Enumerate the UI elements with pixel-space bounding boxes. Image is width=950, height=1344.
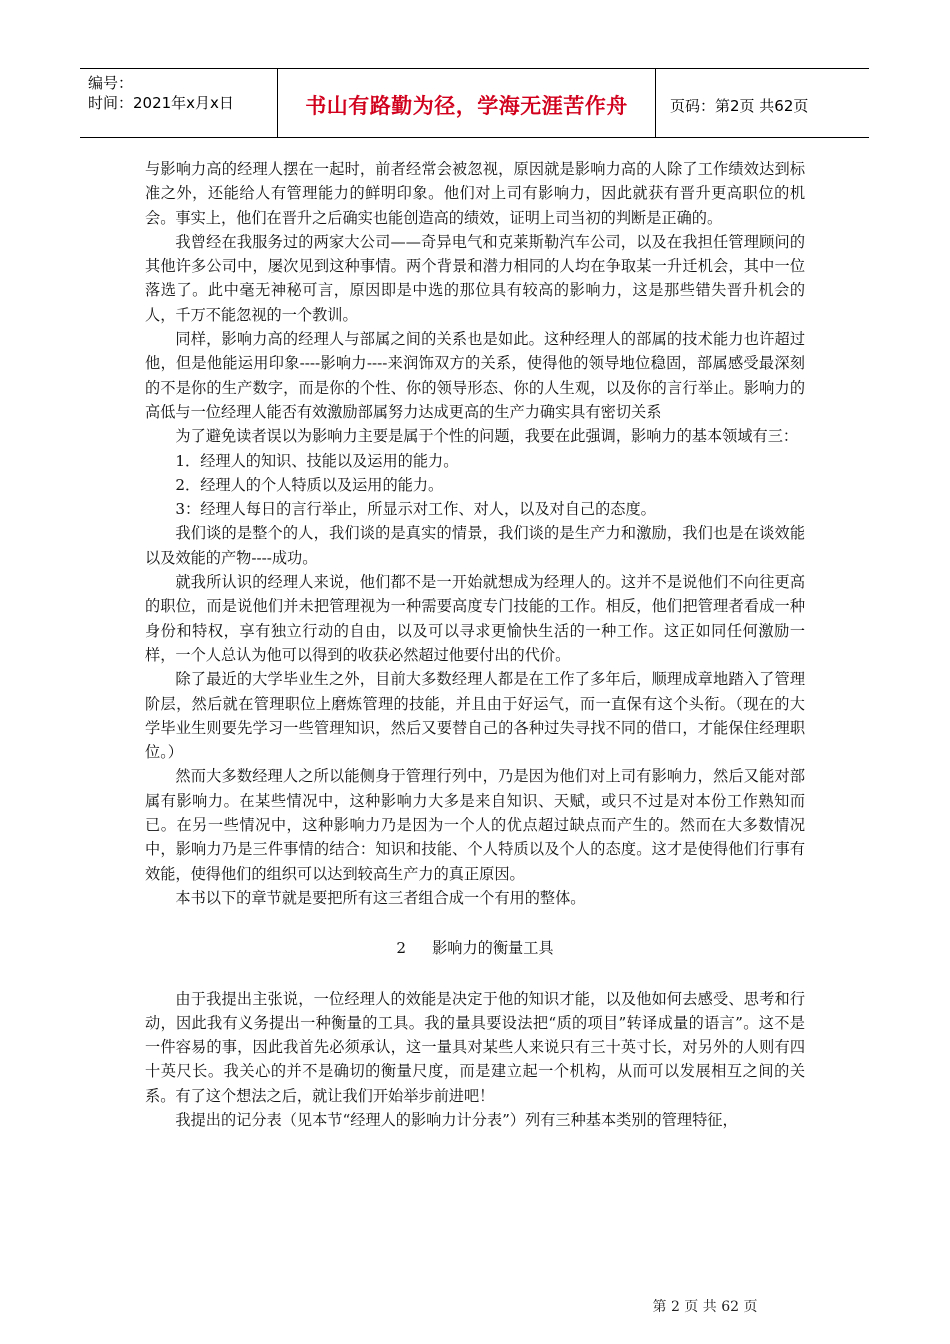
section-number: 2 xyxy=(396,939,407,958)
section-title: 影响力的衡量工具 xyxy=(432,939,554,958)
date-label: 时间：2021年x月x日 xyxy=(88,94,234,112)
paragraph: 除了最近的大学毕业生之外，目前大多数经理人都是在工作了多年后，顺理成章地踏入了管理阶层，然后就在管理职位上磨炼管理的技能，并且由于好运气，而一直保有这个头衔。（现在的大学毕业生则要先学习一些管理知识，然后又要替自己的各种过失寻找不同的借口，才能保住经理职位。） xyxy=(145,670,805,762)
header-motto: 书山有路勤为径，学海无涯苦作舟 xyxy=(278,69,656,137)
list-item: 1．经理人的知识、技能以及运用的能力。 xyxy=(175,451,459,470)
doc-number-label: 编号： xyxy=(88,74,134,92)
paragraph: 我提出的记分表（见本节“经理人的影响力计分表”）列有三种基本类别的管理特征， xyxy=(175,1110,738,1129)
header-page-code: 页码：第2页 共62页 xyxy=(670,96,809,115)
page-footer xyxy=(0,1296,950,1316)
paragraph: 本书以下的章节就是要把所有这三者组合成一个有用的整体。 xyxy=(175,888,586,907)
paragraph: 就我所认识的经理人来说，他们都不是一开始就想成为经理人的。这并不是说他们不向往更高的职位，而是说他们并未把管理视为一种需要高度专门技能的工作。相反，他们把管理者看成一种身份和特权，享有独立行动的自由，以及可以寻求更愉快生活的一种工作。这正如同任何激励一样，一个人总认为他可以得到的收获必然超过他要付出的代价。 xyxy=(145,573,805,664)
paragraph: 然而大多数经理人之所以能侧身于管理行列中，乃是因为他们对上司有影响力，然后又能对部属有影响力。在某些情况中，这种影响力大多是来自知识、天赋，或只不过是对本份工作熟知而已。在另一些情况中，这种影响力乃是因为一个人的优点超过缺点而产生的。然而在大多数情况中，影响力乃是三件事情的结合：知识和技能、个人特质以及个人的态度。这才是使得他们行事有效能，使得他们的组织可以达到较高生产力的真正原因。 xyxy=(145,767,805,883)
section-heading xyxy=(145,936,805,960)
footer-page-number: 第 2 页 共 62 页 xyxy=(652,1299,758,1315)
page-header xyxy=(80,68,869,138)
paragraph: 与影响力高的经理人摆在一起时，前者经常会被忽视，原因就是影响力高的人除了工作绩效达到标准之外，还能给人有管理能力的鲜明印象。他们对上司有影响力，因此就获有晋升更高职位的机会。事实上，他们在晋升之后确实也能创造高的绩效，证明上司当初的判断是正确的。 xyxy=(145,160,805,227)
list-item: 3：经理人每日的言行举止，所显示对工作、对人，以及对自己的态度。 xyxy=(175,500,656,519)
document-body xyxy=(145,157,805,1132)
header-meta xyxy=(80,69,278,137)
paragraph: 由于我提出主张说，一位经理人的效能是决定于他的知识才能，以及他如何去感受、思考和行动，因此我有义务提出一种衡量的工具。我的量具要设法把“质的项目”转译成量的语言”。这不是一件容易的事，因此我首先必须承认，这一量具对某些人来说只有三十英寸长，对另外的人则有四十英尺长。我关心的并不是确切的衡量尺度，而是建立起一个机构，从而可以发展相互之间的关系。有了这个想法之后，就让我们开始举步前进吧！ xyxy=(145,989,805,1105)
paragraph: 为了避免读者误以为影响力主要是属于个性的问题，我要在此强调，影响力的基本领域有三： xyxy=(175,427,799,446)
paragraph: 我曾经在我服务过的两家大公司——奇异电气和克莱斯勒汽车公司，以及在我担任管理顾问的其他许多公司中，屡次见到这种事情。两个背景和潜力相同的人均在争取某一升迁机会，其中一位落选了。此中毫无神秘可言，原因即是中选的那位具有较高的影响力，这是那些错失晋升机会的人，千万不能忽视的一个教训。 xyxy=(145,232,805,324)
paragraph: 我们谈的是整个的人，我们谈的是真实的情景，我们谈的是生产力和激励，我们也是在谈效能以及效能的产物----成功。 xyxy=(145,524,805,567)
paragraph: 同样，影响力高的经理人与部属之间的关系也是如此。这种经理人的部属的技术能力也许超过他，但是他能运用印象----影响力----来润饰双方的关系，使得他的领导地位稳固，部属感受最深刻的不是你的生产数字，而是你的个性、你的领导形态、你的人生观，以及你的言行举止。影响力的高低与一位经理人能否有效激励部属努力达成更高的生产力确实具有密切关系 xyxy=(145,330,805,421)
list-item: 2．经理人的个人特质以及运用的能力。 xyxy=(175,475,444,494)
